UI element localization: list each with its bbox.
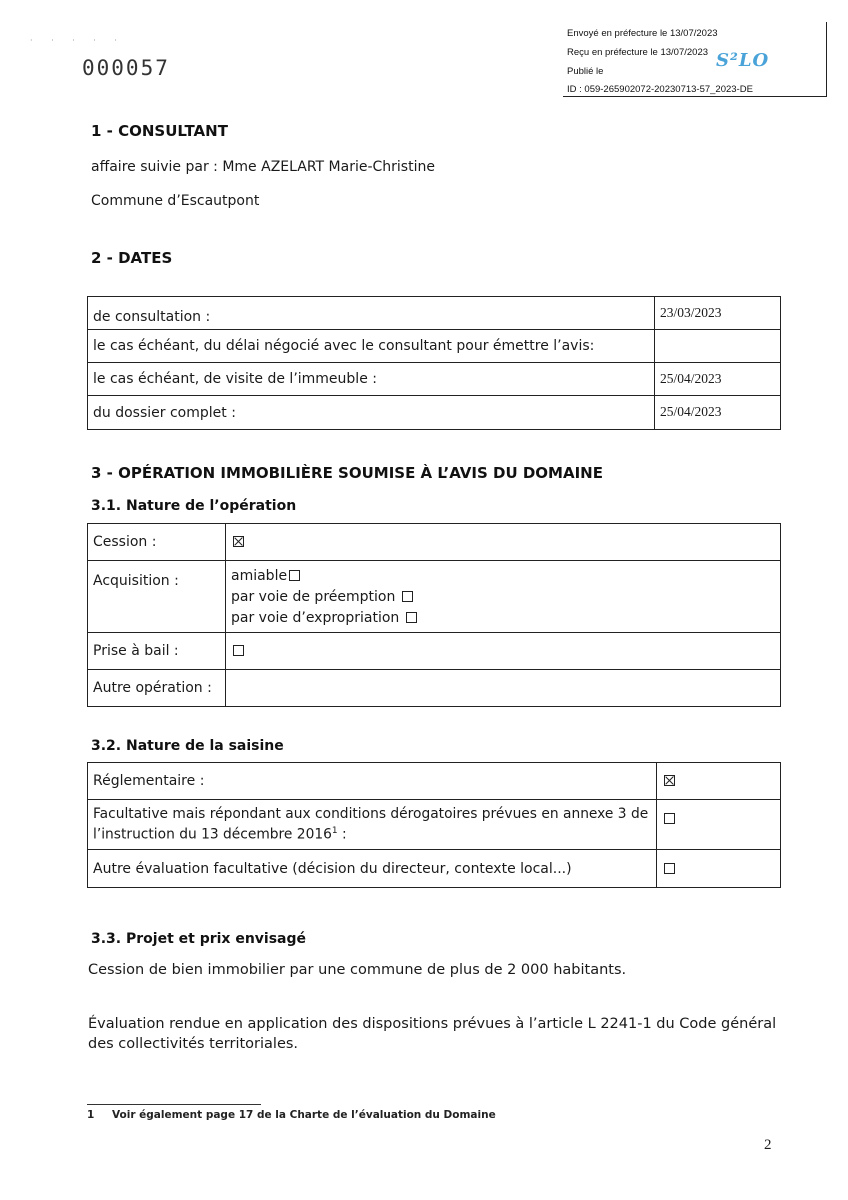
table-row xyxy=(88,363,781,396)
page-number: 2 xyxy=(764,1137,772,1153)
stamp-received: Reçu en préfecture le 13/07/2023 xyxy=(567,47,709,58)
table-row xyxy=(88,330,781,363)
table-row xyxy=(88,633,781,670)
acquisition-option xyxy=(231,587,775,608)
bail-checkbox[interactable] xyxy=(233,645,244,656)
table-row xyxy=(88,524,781,561)
section2-title: 2 - DATES xyxy=(91,249,173,267)
option-label: amiable xyxy=(231,568,288,584)
option-label: par voie de préemption xyxy=(231,589,396,605)
commune: Commune d’Escautpont xyxy=(91,193,260,209)
scan-specks: · · · · · xyxy=(30,36,125,45)
table-row xyxy=(88,297,781,330)
section33-title: 3.3. Projet et prix envisagé xyxy=(91,931,307,947)
table-row xyxy=(88,561,781,633)
date-value: 23/03/2023 xyxy=(655,297,781,330)
saisine-text: Facultative mais répondant aux conditions dérogatoires prévues en annexe 3 de l’instruction du 13 décembre 2016 xyxy=(93,805,649,843)
autre-value xyxy=(226,670,781,707)
saisine-table xyxy=(87,762,781,888)
acquisition-label: Acquisition : xyxy=(88,561,226,633)
expropriation-checkbox[interactable] xyxy=(406,612,417,623)
amiable-checkbox[interactable] xyxy=(289,570,300,581)
stamp-sent: Envoyé en préfecture le 13/07/2023 xyxy=(567,28,718,39)
stamp-id: ID : 059-265902072-20230713-57_2023-DE xyxy=(567,84,753,95)
footnote-divider xyxy=(87,1104,261,1105)
option-label: par voie d’expropriation xyxy=(231,610,400,626)
date-label: le cas échéant, de visite de l’immeuble : xyxy=(88,363,655,396)
followed-by: affaire suivie par : Mme AZELART Marie-Christine xyxy=(91,159,435,175)
projet-paragraph: Cession de bien immobilier par une commune de plus de 2 000 habitants. xyxy=(88,962,627,978)
cession-label: Cession : xyxy=(88,524,226,561)
facultative-checkbox[interactable] xyxy=(664,813,675,824)
date-label: de consultation : xyxy=(88,297,655,330)
section31-title: 3.1. Nature de l’opération xyxy=(91,498,297,514)
prefecture-stamp xyxy=(563,22,827,97)
table-row xyxy=(88,763,781,800)
footnote-text: Voir également page 17 de la Charte de l’évaluation du Domaine xyxy=(111,1109,496,1121)
reglementaire-checkbox[interactable] xyxy=(664,775,675,786)
date-value xyxy=(655,330,781,363)
evaluation-paragraph: Évaluation rendue en application des dispositions prévues à l’article L 2241-1 du Code général des collectivités territoriales. xyxy=(88,1016,777,1052)
table-row xyxy=(88,850,781,888)
footnote xyxy=(87,1109,496,1121)
date-label: le cas échéant, du délai négocié avec le consultant pour émettre l’avis: xyxy=(88,330,655,363)
acquisition-option xyxy=(231,608,775,629)
date-value: 25/04/2023 xyxy=(655,363,781,396)
preemption-checkbox[interactable] xyxy=(402,591,413,602)
saisine-label: Réglementaire : xyxy=(88,763,657,800)
bail-label: Prise à bail : xyxy=(88,633,226,670)
document-number: 000057 xyxy=(82,56,170,80)
section32-title: 3.2. Nature de la saisine xyxy=(91,738,284,754)
acquisition-option xyxy=(231,566,775,587)
date-value: 25/04/2023 xyxy=(655,396,781,430)
dates-table xyxy=(87,296,781,430)
date-label: du dossier complet : xyxy=(88,396,655,430)
saisine-label xyxy=(88,800,657,850)
table-row xyxy=(88,800,781,850)
table-row xyxy=(88,396,781,430)
autre-evaluation-checkbox[interactable] xyxy=(664,863,675,874)
table-row xyxy=(88,670,781,707)
saisine-label: Autre évaluation facultative (décision du directeur, contexte local...) xyxy=(88,850,657,888)
stamp-published: Publié le xyxy=(567,66,604,77)
footnote-ref: 1 xyxy=(331,825,338,836)
footnote-number: 1 xyxy=(87,1109,95,1121)
cession-checkbox[interactable] xyxy=(233,536,244,547)
autre-label: Autre opération : xyxy=(88,670,226,707)
section3-title: 3 - OPÉRATION IMMOBILIÈRE SOUMISE À L’AVIS DU DOMAINE xyxy=(91,464,603,482)
operation-table xyxy=(87,523,781,707)
section1-title: 1 - CONSULTANT xyxy=(91,122,228,140)
saisine-suffix: : xyxy=(337,826,347,843)
s2lo-logo: S²LO xyxy=(716,50,770,71)
